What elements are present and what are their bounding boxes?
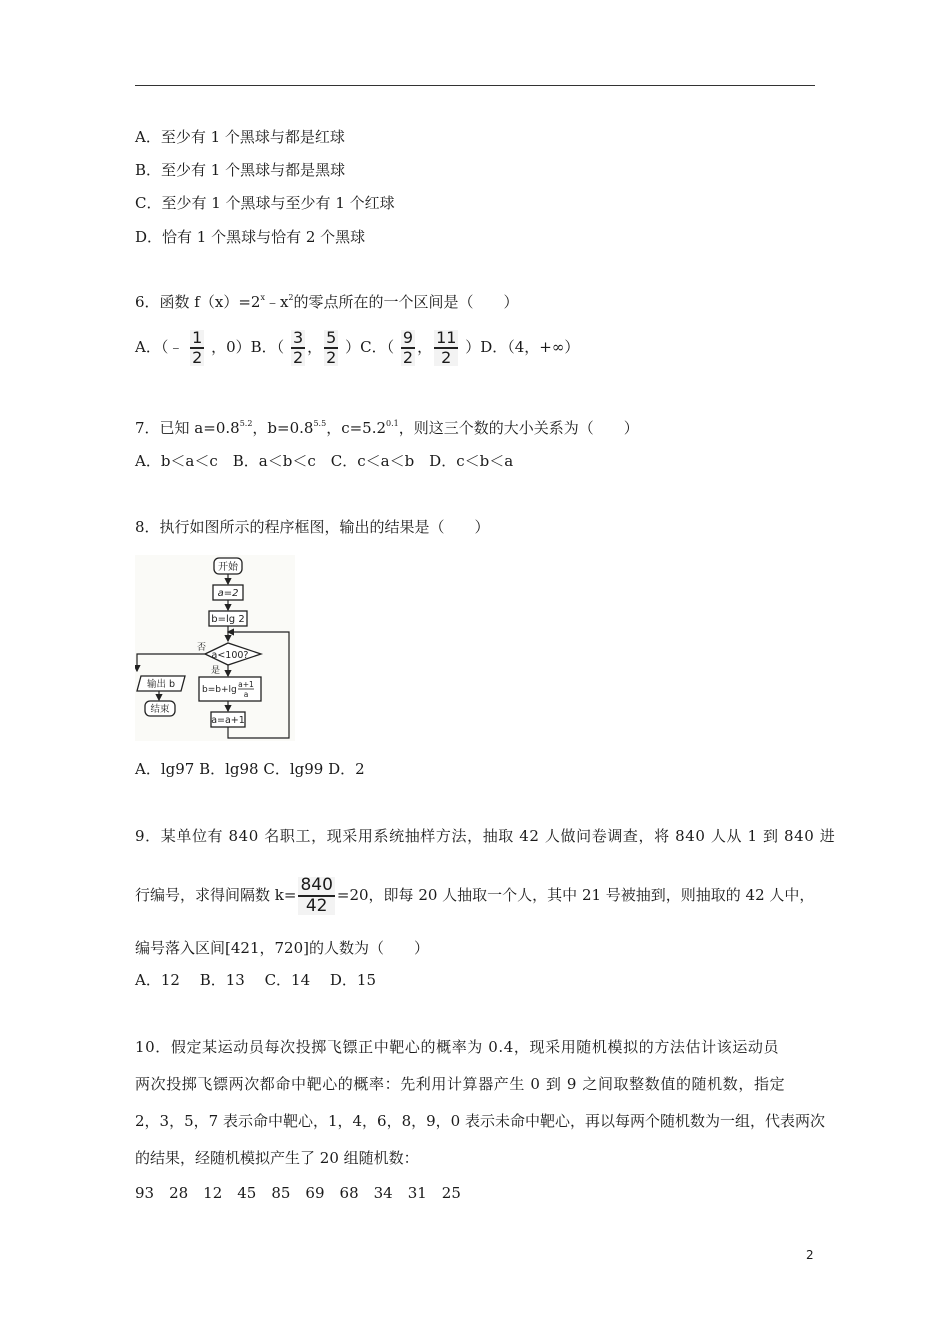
flow-decision-text: a<100? — [211, 650, 249, 661]
q8-stem: 8．执行如图所示的程序框图，输出的结果是（ ） — [135, 518, 490, 536]
q6-frac1-num: 1 — [192, 328, 203, 348]
q6-fraction-5 — [434, 330, 458, 366]
q5-option-a: A．至少有 1 个黑球与都是红球 — [135, 128, 345, 146]
q6-frac4-num: 9 — [402, 328, 414, 348]
flow-increment-text: a=a+1 — [211, 715, 245, 726]
header-rule — [135, 85, 815, 86]
q6-opt-a-open: A．（﹣ — [135, 338, 184, 356]
q6-options — [135, 325, 579, 369]
q10-random-numbers: 93 28 12 45 85 69 68 34 31 25 — [135, 1184, 461, 1202]
q6-fraction-1 — [190, 330, 204, 366]
q6-opt-b-close: ）C．（ — [345, 338, 395, 356]
flow-yes-label: 是 — [211, 666, 221, 676]
q7-exp-1: 5.2 — [239, 419, 253, 428]
q8-options: A．lg97 B．lg98 C．lg99 D．2 — [135, 760, 365, 778]
flow-update-b-num: a+1 — [238, 680, 254, 689]
q6-frac5-num: 11 — [436, 328, 457, 348]
q7-exp-3: 0.1 — [386, 419, 399, 428]
flow-update-b-prefix: b=b+lg — [202, 685, 237, 695]
flow-no-label: 否 — [197, 643, 207, 653]
flow-assign-a-text: a=2 — [217, 588, 239, 599]
q6-stem-middle: ﹣x — [264, 293, 289, 311]
q9-options: A．12 B．13 C．14 D．15 — [135, 971, 377, 989]
q8-flowchart — [135, 555, 295, 741]
q9-line-1: 9．某单位有 840 名职工，现采用系统抽样方法，抽取 42 人做问卷调查，将 840 人从 1 到 840 进 — [135, 827, 836, 845]
q6-fraction-4 — [401, 330, 415, 366]
q7-part-2: ，b=0.8 — [252, 419, 314, 437]
q7-part-4: ，则这三个数的大小关系为（ ） — [398, 419, 639, 437]
q7-options: A．b＜a＜c B．a＜b＜c C．c＜a＜b D．c＜b＜a — [135, 452, 514, 470]
q10-line-1: 10．假定某运动员每次投掷飞镖正中靶心的概率为 0.4，现采用随机模拟的方法估计该运动员 — [135, 1038, 780, 1056]
flow-assign-b-text: b=lg 2 — [211, 614, 245, 625]
q6-fraction-2 — [291, 330, 305, 366]
q9-line-3: 编号落入区间[421，720]的人数为（ ） — [135, 939, 429, 957]
q6-fraction-3 — [324, 330, 338, 366]
q5-option-b: B．至少有 1 个黑球与都是黑球 — [135, 161, 346, 179]
q6-frac5-den: 2 — [441, 347, 452, 367]
q6-stem-prefix: 6．函数 f（x）=2 — [135, 293, 261, 311]
q7-part-1: 7．已知 a=0.8 — [135, 419, 240, 437]
q9-line-2 — [135, 873, 814, 917]
q9-frac-num: 840 — [300, 875, 333, 896]
q6-frac1-den: 2 — [192, 347, 203, 367]
q6-frac2-den: 2 — [292, 347, 304, 367]
q5-option-d: D．恰有 1 个黑球与恰有 2 个黑球 — [135, 228, 366, 246]
q7-stem — [135, 417, 639, 439]
q6-exp-2: 2 — [288, 293, 294, 302]
q9-fraction — [298, 877, 334, 915]
page-number: 2 — [806, 1248, 814, 1262]
q6-frac4-den: 2 — [402, 347, 414, 367]
q9-line-2-prefix: 行编号，求得间隔数 k= — [135, 886, 297, 904]
flow-end-text: 结束 — [150, 704, 170, 715]
q5-option-c: C．至少有 1 个黑球与至少有 1 个红球 — [135, 194, 395, 212]
q6-frac2-num: 3 — [292, 328, 304, 348]
q6-sep-b: ， — [307, 338, 323, 356]
q6-opt-a-close: ，0）B．（ — [211, 338, 285, 356]
q10-line-3: 2，3，5，7 表示命中靶心，1，4，6，8，9，0 表示未命中靶心，再以每两个随机数为一组，代表两次 — [135, 1112, 825, 1130]
flow-update-b-den: a — [243, 690, 249, 699]
flow-start-text: 开始 — [218, 562, 238, 573]
q9-line-2-suffix: =20，即每 20 人抽取一个人，其中 21 号被抽到，则抽取的 42 人中， — [336, 886, 815, 904]
q10-line-4: 的结果，经随机模拟产生了 20 组随机数： — [135, 1149, 419, 1167]
q6-frac3-num: 5 — [326, 328, 337, 348]
q6-frac3-den: 2 — [326, 347, 337, 367]
q9-frac-den: 42 — [305, 895, 328, 916]
q10-line-2: 两次投掷飞镖两次都命中靶心的概率：先利用计算器产生 0 到 9 之间取整数值的随机数，指定 — [135, 1075, 786, 1093]
flow-output-text: 输出 b — [146, 679, 176, 690]
q7-exp-2: 5.5 — [313, 419, 327, 428]
q6-sep-c: ， — [417, 338, 433, 356]
q6-stem — [135, 291, 519, 313]
q6-opt-c-close: ）D．（4，+∞） — [465, 338, 580, 356]
q6-stem-suffix: 的零点所在的一个区间是（ ） — [293, 293, 519, 311]
q7-part-3: ，c=5.2 — [326, 419, 387, 437]
q6-exp-x: x — [260, 293, 265, 302]
